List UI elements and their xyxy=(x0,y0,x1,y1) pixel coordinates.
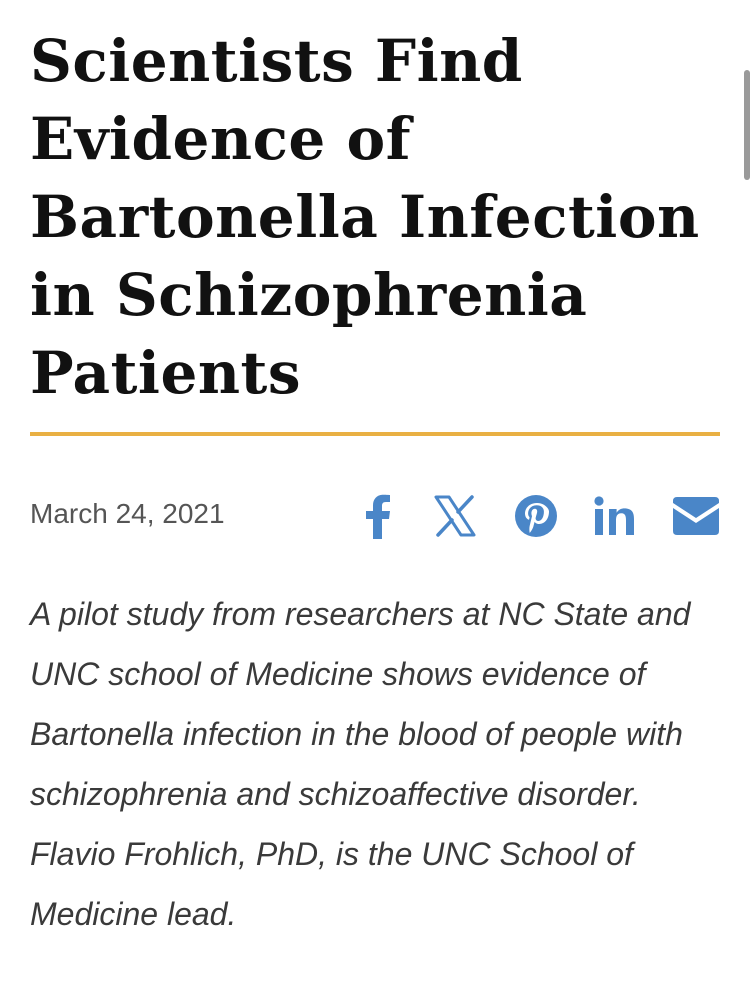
facebook-icon xyxy=(365,493,391,539)
page-scrollbar[interactable] xyxy=(744,70,750,180)
share-linkedin-button[interactable] xyxy=(592,488,640,544)
share-facebook-button[interactable] xyxy=(358,488,398,544)
pinterest-icon xyxy=(514,494,558,538)
article-meta-row xyxy=(30,488,720,548)
share-email-button[interactable] xyxy=(670,488,722,544)
x-icon xyxy=(434,495,476,537)
publish-date: March 24, 2021 xyxy=(30,498,225,529)
share-x-button[interactable] xyxy=(430,488,480,544)
share-pinterest-button[interactable] xyxy=(512,488,560,544)
article-lede: A pilot study from researchers at NC State and UNC school of Medicine shows evidence of Bartonella infection in the blood of people with schizophrenia and schizoaffective disorder. Flavio Frohlich, PhD, is the UNC School of Medicine lead. xyxy=(30,596,691,932)
email-icon xyxy=(671,496,721,536)
article-title: Scientists Find Evidence of Bartonella Infection in Schizophrenia Patients xyxy=(30,27,700,407)
article xyxy=(30,0,720,932)
linkedin-icon xyxy=(594,496,638,536)
title-divider xyxy=(30,432,720,436)
